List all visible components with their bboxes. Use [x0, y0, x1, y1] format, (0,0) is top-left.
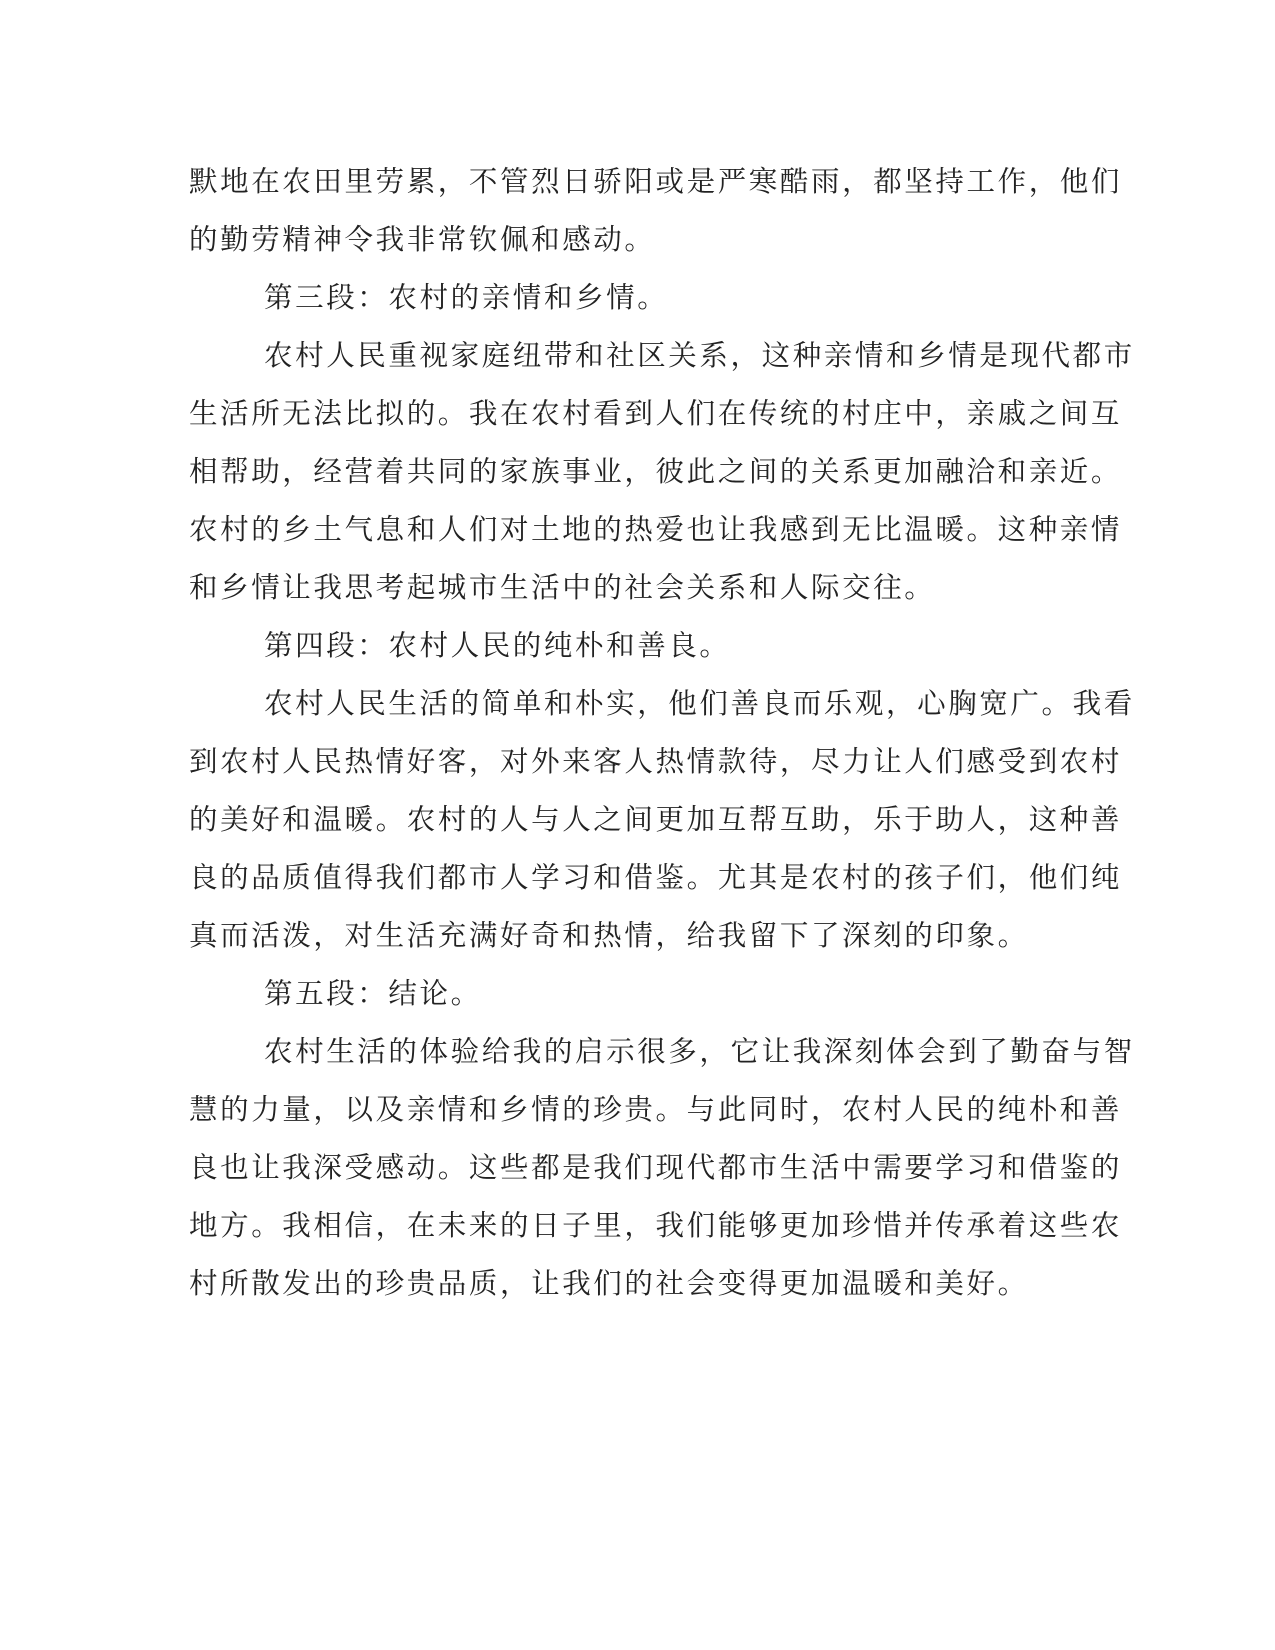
text-line: 良的品质值得我们都市人学习和借鉴。尤其是农村的孩子们，他们纯 [189, 861, 1123, 894]
text-line: 第五段：结论。 [264, 977, 482, 1010]
text-line: 良也让我深受感动。这些都是我们现代都市生活中需要学习和借鉴的 [189, 1151, 1123, 1184]
text-line: 到农村人民热情好客，对外来客人热情款待，尽力让人们感受到农村 [189, 745, 1123, 778]
text-line: 村所散发出的珍贵品质，让我们的社会变得更加温暖和美好。 [189, 1267, 1029, 1300]
text-line: 农村生活的体验给我的启示很多，它让我深刻体会到了勤奋与智 [264, 1035, 1135, 1068]
text-line: 真而活泼，对生活充满好奇和热情，给我留下了深刻的印象。 [189, 919, 1029, 952]
text-line: 慧的力量，以及亲情和乡情的珍贵。与此同时，农村人民的纯朴和善 [189, 1093, 1123, 1126]
text-line: 默地在农田里劳累，不管烈日骄阳或是严寒酷雨，都坚持工作，他们 [189, 165, 1123, 198]
text-line: 农村人民生活的简单和朴实，他们善良而乐观，心胸宽广。我看 [264, 687, 1135, 720]
text-line: 的美好和温暖。农村的人与人之间更加互帮互助，乐于助人，这种善 [189, 803, 1123, 836]
document-body [189, 153, 1135, 1313]
text-line: 农村人民重视家庭纽带和社区关系，这种亲情和乡情是现代都市 [264, 339, 1135, 372]
text-line: 和乡情让我思考起城市生活中的社会关系和人际交往。 [189, 571, 936, 604]
text-line: 的勤劳精神令我非常钦佩和感动。 [189, 223, 656, 256]
text-line: 第四段：农村人民的纯朴和善良。 [264, 629, 731, 662]
text-line: 地方。我相信，在未来的日子里，我们能够更加珍惜并传承着这些农 [189, 1209, 1123, 1242]
text-line: 生活所无法比拟的。我在农村看到人们在传统的村庄中，亲戚之间互 [189, 397, 1123, 430]
text-line: 农村的乡土气息和人们对土地的热爱也让我感到无比温暖。这种亲情 [189, 513, 1123, 546]
text-line: 第三段：农村的亲情和乡情。 [264, 281, 669, 314]
text-line: 相帮助，经营着共同的家族事业，彼此之间的关系更加融洽和亲近。 [189, 455, 1123, 488]
